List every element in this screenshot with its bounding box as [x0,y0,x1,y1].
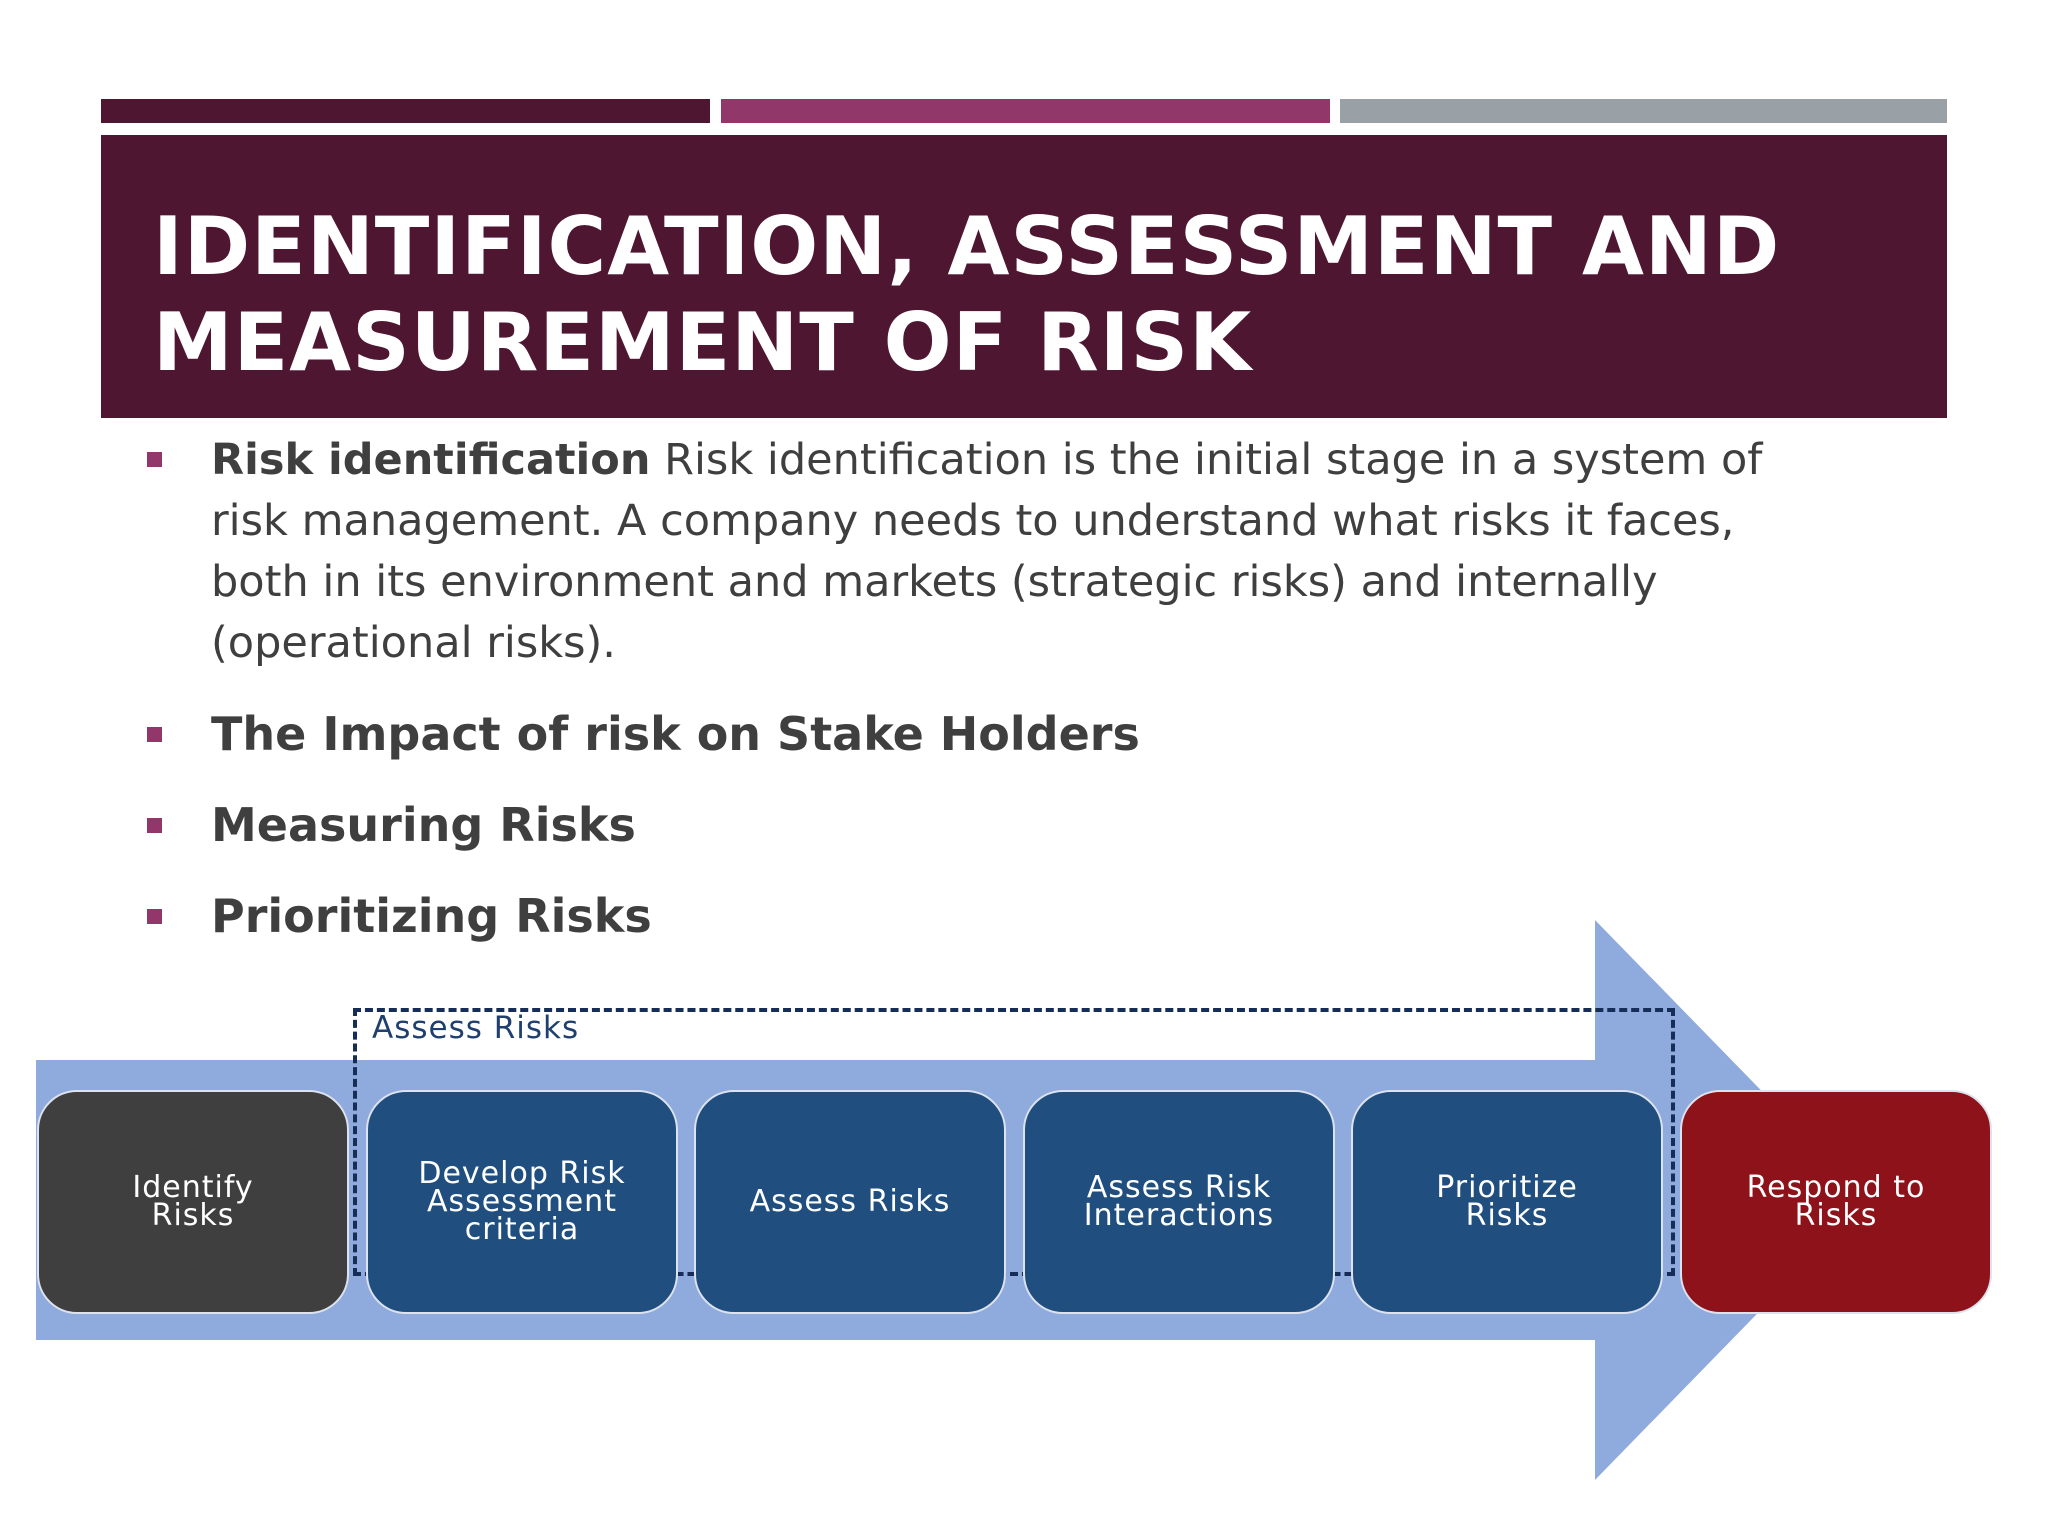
bullet-item [143,430,1843,674]
bullet-lead: Risk identification [211,435,651,485]
step-label: Assess Risk Interactions [1083,1170,1275,1233]
bullet-text: Risk identification is the initial stage in a system of risk management. A company needs to understand what risks it faces, both in its environment and markets (strategic risks) and internally (operational risks). [211,435,1763,668]
step-prioritize-risks [1351,1090,1663,1314]
step-label: Identify Risks [132,1170,254,1233]
step-respond-to-risks [1680,1090,1992,1314]
bullet-lead: Measuring Risks [211,798,636,852]
bullet-square-icon [147,452,162,467]
bullet-item [143,704,1843,765]
bullet-square-icon [147,727,162,742]
bullet-lead: The Impact of risk on Stake Holders [211,707,1140,761]
bullet-square-icon [147,818,162,833]
bullet-list [143,430,1843,947]
step-label: Assess Risks [749,1184,951,1219]
step-label: Prioritize Risks [1436,1170,1578,1233]
assess-risks-group-label: Assess Risks [372,1010,580,1046]
step-label: Respond to Risks [1746,1170,1926,1233]
accent-bar-gray [1340,99,1947,123]
step-assess-interactions [1023,1090,1335,1314]
step-label: Develop Risk Assessment criteria [418,1156,626,1247]
step-identify-risks [37,1090,349,1314]
step-develop-criteria [366,1090,678,1314]
bullet-item [143,795,1843,856]
step-assess-risks [694,1090,1006,1314]
accent-bar-magenta [721,99,1330,123]
accent-bar-plum [101,99,710,123]
slide-title: IDENTIFICATION, ASSESSMENT AND MEASUREMENT OF RISK [153,200,1781,389]
risk-process-diagram [0,910,2048,1510]
bullet-lead: Prioritizing Risks [211,889,652,943]
title-band [101,135,1947,418]
